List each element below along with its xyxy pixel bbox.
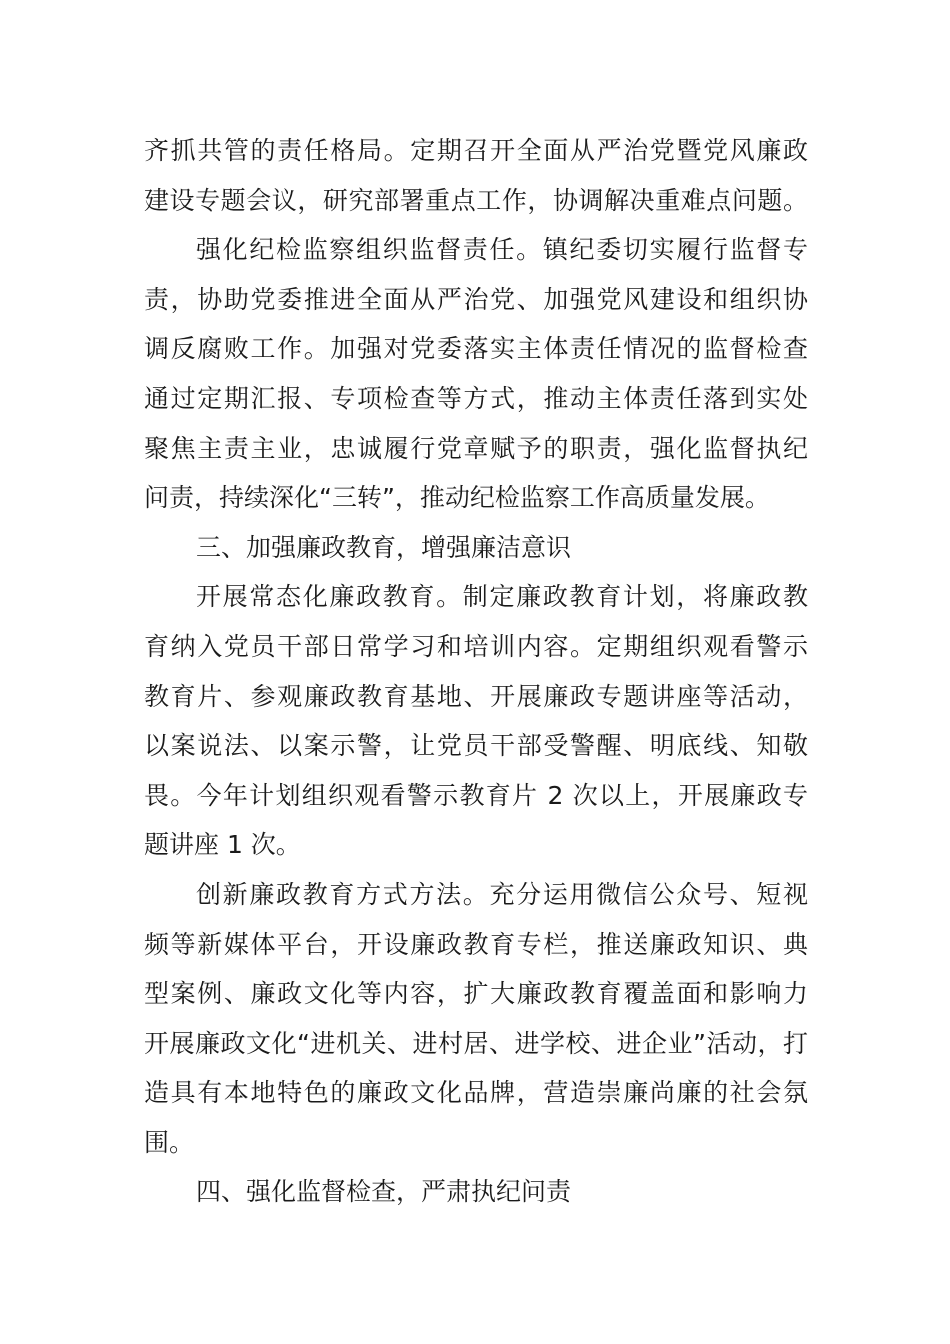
paragraph-start-line: 开展常态化廉政教育。制定廉政教育计划，将廉政教 [196,582,808,612]
body-line-15: 题讲座 1 次。 [144,830,301,860]
body-line-19: 开展廉政文化“进机关、进村居、进学校、进企业”活动，打 [144,1028,808,1058]
document-body [144,126,808,1217]
body-line-20: 造具有本地特色的廉政文化品牌，营造崇廉尚廉的社会氛 [144,1078,808,1108]
body-line-2: 建设专题会议，研究部署重点工作，协调解决重难点问题。 [144,185,808,215]
section-heading-3: 三、加强廉政教育，增强廉洁意识 [196,532,572,562]
body-line-6: 通过定期汇报、专项检查等方式，推动主体责任落到实处 [144,383,808,413]
body-line-5: 调反腐败工作。加强对党委落实主体责任情况的监督检查 [144,334,808,364]
body-line-1: 齐抓共管的责任格局。定期召开全面从严治党暨党风廉政 [144,136,808,165]
body-line-14: 畏。今年计划组织观看警示教育片 2 次以上，开展廉政专 [144,780,808,810]
body-line-7: 聚焦主责主业，忠诚履行党章赋予的职责，强化监督执纪 [144,433,808,463]
body-line-8: 问责，持续深化“三转”，推动纪检监察工作高质量发展。 [144,483,770,513]
body-line-17: 频等新媒体平台，开设廉政教育专栏，推送廉政知识、典 [144,929,808,959]
paragraph-start-line: 强化纪检监察组织监督责任。镇纪委切实履行监督专 [196,235,808,265]
body-line-13: 以案说法、以案示警，让党员干部受警醒、明底线、知敬 [144,731,808,761]
paragraph-start-line: 创新廉政教育方式方法。充分运用微信公众号、短视 [196,879,808,909]
section-heading-4: 四、强化监督检查，严肃执纪问责 [196,1177,572,1207]
body-line-12: 教育片、参观廉政教育基地、开展廉政专题讲座等活动， [144,681,808,711]
body-line-21: 围。 [144,1127,195,1157]
body-line-18: 型案例、廉政文化等内容，扩大廉政教育覆盖面和影响力 [144,979,808,1009]
body-line-4: 责，协助党委推进全面从严治党、加强党风建设和组织协 [144,284,808,314]
body-line-11: 育纳入党员干部日常学习和培训内容。定期组织观看警示 [144,631,808,661]
